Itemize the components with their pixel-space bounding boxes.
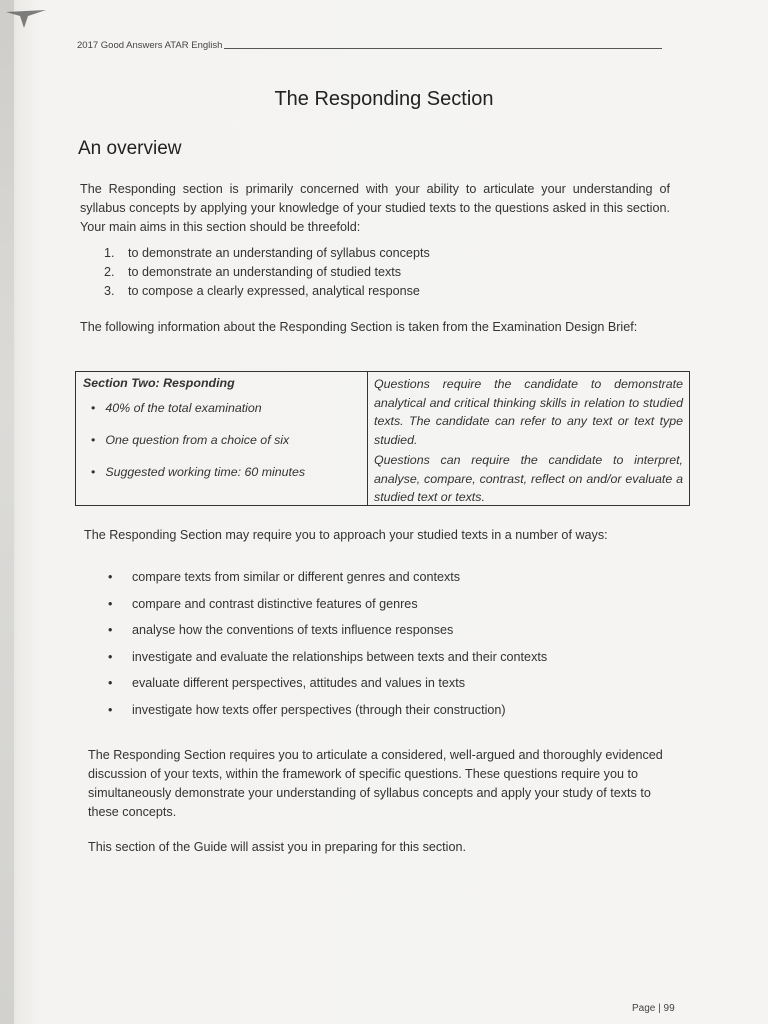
list-item-text: to demonstrate an understanding of syllabus concepts (128, 246, 430, 260)
bullet-icon: • (108, 596, 113, 611)
table-heading: Section Two: Responding (83, 376, 235, 390)
page-title: The Responding Section (274, 88, 494, 110)
bullet-icon: • (108, 676, 113, 691)
intro-paragraph: The Responding section is primarily concerned with your ability to articulate your understanding of syllabus concepts by applying your knowledge of your studied texts to the questions asked in this section. Your main aims in this section should be threefold: (80, 182, 670, 234)
list-number: 2. (104, 265, 115, 279)
list-number: 1. (104, 246, 115, 260)
table-right-para: Questions require the candidate to demonstrate analytical and critical thinking skills in relation to studied texts. The candidate can refer to any text or text type studied. (374, 377, 683, 447)
bullet-icon: • (108, 623, 113, 638)
list-item (108, 676, 547, 703)
list-item (108, 570, 547, 597)
header-text: 2017 Good Answers ATAR English (77, 40, 223, 51)
list-item-text: investigate and evaluate the relationships between texts and their contexts (132, 649, 548, 664)
scan-edge (0, 0, 14, 1024)
list-item (104, 282, 430, 301)
table-left-cell (76, 372, 368, 505)
list-item-text: compare and contrast distinctive features of genres (132, 596, 418, 611)
list-item (108, 597, 547, 624)
list-item (108, 650, 547, 677)
list-item (108, 703, 547, 730)
list-item (104, 263, 430, 282)
design-brief-table (75, 371, 690, 506)
table-bullet-text: Suggested working time: 60 minutes (105, 465, 306, 479)
table-bullet-text: 40% of the total examination (105, 401, 262, 415)
table-bullet (91, 465, 360, 479)
running-header (77, 40, 662, 51)
section-subtitle: An overview (78, 138, 182, 159)
bullet-icon: • (91, 465, 96, 479)
bullet-icon: • (108, 702, 113, 717)
bullet-icon: • (108, 649, 113, 664)
table-bullet (91, 401, 360, 415)
bullet-icon: • (108, 570, 113, 584)
page-number: Page | 99 (632, 1003, 675, 1014)
table-right-cell (368, 372, 689, 505)
list-number: 3. (104, 284, 115, 298)
list-item (108, 623, 547, 650)
design-brief-intro: The following information about the Responding Section is taken from the Examination Design Brief: (80, 320, 638, 334)
header-rule (224, 48, 662, 49)
ways-intro: The Responding Section may require you to approach your studied texts in a number of ways: (84, 528, 608, 542)
list-item-text: to compose a clearly expressed, analytical response (128, 284, 420, 298)
ways-list (108, 570, 547, 730)
list-item-text: evaluate different perspectives, attitudes and values in texts (132, 676, 466, 691)
aims-list (104, 244, 430, 301)
staple-mark-icon (6, 8, 46, 30)
list-item-text: analyse how the conventions of texts influence responses (132, 623, 454, 638)
bullet-icon: • (91, 433, 96, 447)
bullet-icon: • (91, 401, 96, 415)
list-item-text: compare texts from similar or different genres and contexts (132, 570, 461, 584)
guide-note: This section of the Guide will assist you in preparing for this section. (88, 840, 466, 854)
table-right-para: Questions can require the candidate to interpret, analyse, compare, contrast, reflect on and/or evaluate a studied text or texts. (374, 453, 683, 504)
table-bullet (91, 433, 360, 447)
closing-paragraph: The Responding Section requires you to articulate a considered, well-argued and thoroughly evidenced discussion of your texts, within the framework of specific questions. These questions require you to simultaneously demonstrate your understanding of syllabus concepts and apply your study of texts to these concepts. (88, 748, 663, 819)
list-item (104, 244, 430, 263)
list-item-text: to demonstrate an understanding of studied texts (128, 265, 402, 279)
list-item-text: investigate how texts offer perspectives (through their construction) (132, 702, 506, 717)
table-bullet-text: One question from a choice of six (105, 433, 290, 447)
